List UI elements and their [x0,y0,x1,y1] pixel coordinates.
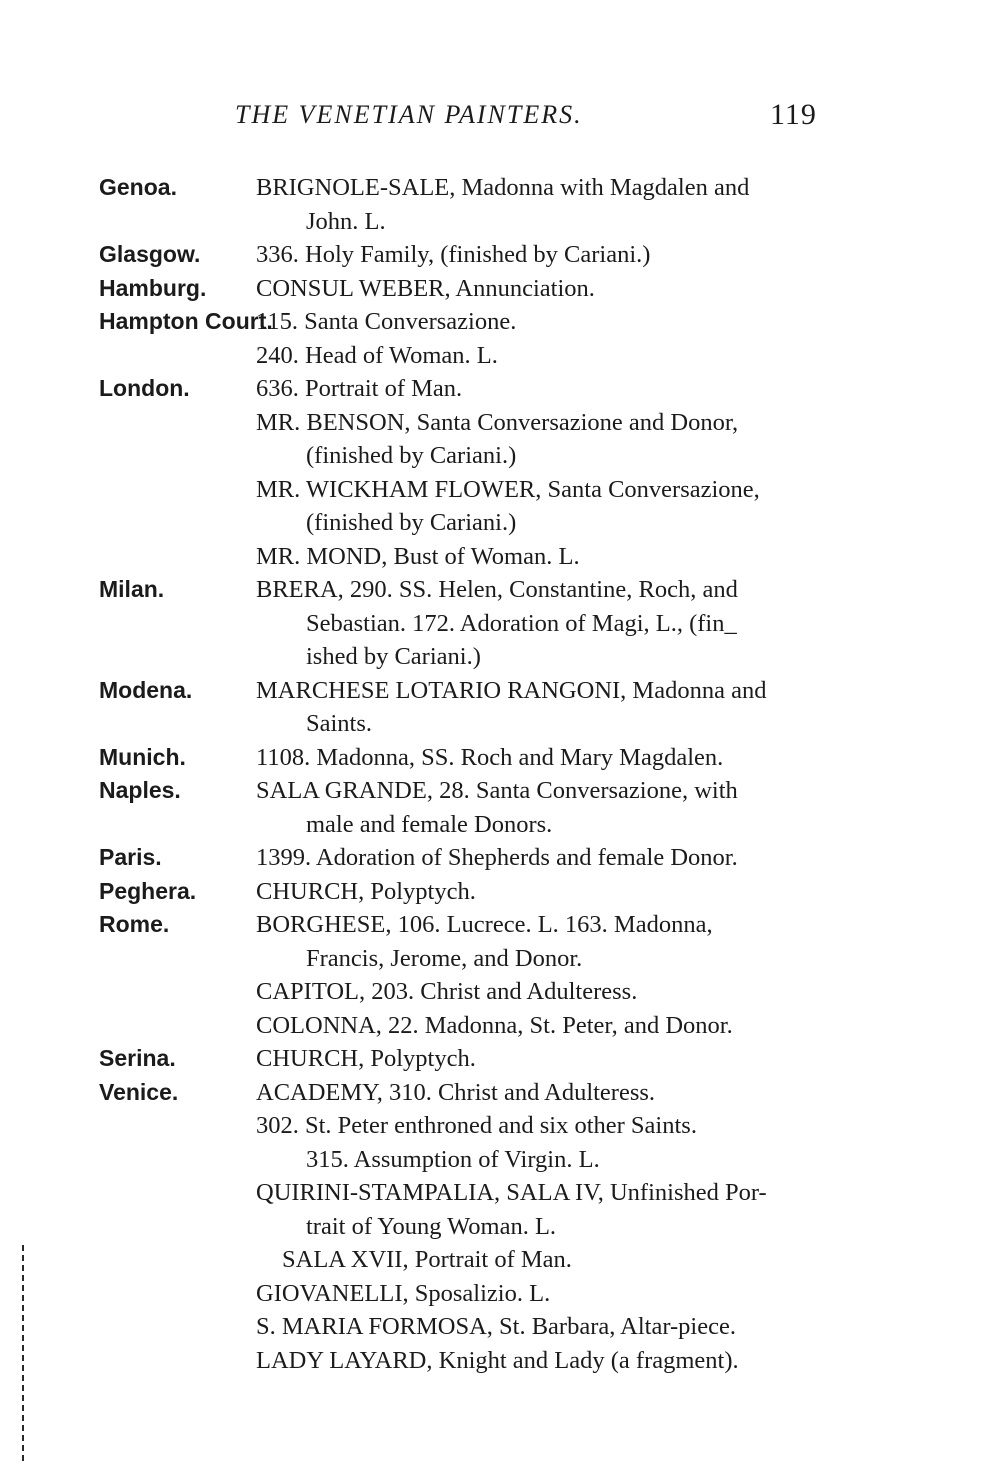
city-heading: Hamburg. [99,274,207,301]
entry-text: (finished by Cariani.) [306,509,517,536]
entry-text: MR. MOND, Bust of Woman. L. [256,542,580,570]
catalogue-line [0,640,1000,674]
entry-text: 115. Santa Conversazione. [256,308,517,335]
city-heading: Munich. [99,743,186,770]
entry-text: Saints. [306,710,373,737]
entry-text: 302. St. Peter enthroned and six other Saints. [256,1112,697,1139]
city-heading: Naples. [99,777,181,803]
entry-text: 1108. Madonna, SS. Roch and Mary Magdalen. [256,743,724,771]
catalogue-line [0,1109,1000,1143]
entry-text: Sebastian. 172. Adoration of Magi, L., (fin_ [306,609,737,637]
city-heading: Genoa. [99,174,177,200]
entry-text: BRERA, 290. SS. Helen, Constantine, Roch, and [256,576,738,603]
catalogue-line [0,573,1000,607]
entry-text: ished by Cariani.) [306,643,481,670]
catalogue-line [0,305,1000,339]
entry-text: CONSUL WEBER, Annunciation. [256,274,595,302]
page-number: 119 [770,98,817,131]
catalogue-line [0,1009,1000,1043]
entry-text: 1399. Adoration of Shepherds and female Donor. [256,844,738,871]
entry-text: S. MARIA FORMOSA, St. Barbara, Altar-piece. [256,1313,736,1340]
city-heading: Milan. [99,576,165,602]
city-heading: Paris. [99,844,162,870]
entry-text: male and female Donors. [306,810,553,838]
city-heading: Venice. [99,1078,179,1105]
catalogue-line [0,406,1000,440]
city-heading: Modena. [99,676,193,703]
catalogue-line [0,908,1000,942]
catalogue-line [0,1344,1000,1378]
entry-text: SALA GRANDE, 28. Santa Conversazione, with [256,777,738,804]
entry-text: 336. Holy Family, (finished by Cariani.) [256,241,651,268]
catalogue-line [0,1176,1000,1210]
entry-text: MARCHESE LOTARIO RANGONI, Madonna and [256,676,767,704]
catalogue-line [0,1210,1000,1244]
running-title: THE VENETIAN PAINTERS. [235,100,583,129]
catalogue-line [0,808,1000,842]
entry-text: John. L. [306,207,386,235]
margin-scan-mark [22,1245,24,1465]
catalogue-line [0,875,1000,909]
catalogue-line [0,272,1000,306]
entry-text: CAPITOL, 203. Christ and Adulteress. [256,978,638,1005]
catalogue-line [0,1310,1000,1344]
entry-text: 315. Assumption of Virgin. L. [306,1145,600,1173]
city-heading: Serina. [99,1045,176,1071]
catalogue-entries [0,171,1000,1377]
entry-text: COLONNA, 22. Madonna, St. Peter, and Donor. [256,1011,733,1039]
entry-text: QUIRINI-STAMPALIA, SALA IV, Unfinished Por- [256,1179,767,1206]
entry-text: CHURCH, Polyptych. [256,877,476,905]
catalogue-line [0,339,1000,373]
catalogue-line [0,1143,1000,1177]
entry-text: (finished by Cariani.) [306,442,517,469]
catalogue-line [0,841,1000,875]
catalogue-line [0,741,1000,775]
catalogue-line [0,205,1000,239]
catalogue-line [0,1042,1000,1076]
entry-text: Francis, Jerome, and Donor. [306,944,583,972]
entry-text: SALA XVII, Portrait of Man. [282,1246,572,1273]
catalogue-line [0,473,1000,507]
catalogue-line [0,439,1000,473]
catalogue-line [0,975,1000,1009]
catalogue-line [0,1243,1000,1277]
entry-text: MR. BENSON, Santa Conversazione and Donor, [256,408,739,436]
catalogue-line [0,707,1000,741]
catalogue-line [0,540,1000,574]
catalogue-line [0,674,1000,708]
catalogue-line [0,238,1000,272]
catalogue-line [0,1076,1000,1110]
catalogue-line [0,774,1000,808]
entry-text: BRIGNOLE-SALE, Madonna with Magdalen and [256,174,750,201]
city-heading: Rome. [99,911,170,937]
city-heading: Glasgow. [99,241,201,267]
catalogue-line [0,607,1000,641]
entry-text: 636. Portrait of Man. [256,375,463,402]
entry-text: 240. Head of Woman. L. [256,341,498,369]
city-heading: Hampton Court. [99,308,273,334]
page-header [0,100,1000,140]
catalogue-line [0,1277,1000,1311]
catalogue-line [0,372,1000,406]
entry-text: CHURCH, Polyptych. [256,1045,476,1072]
entry-text: GIOVANELLI, Sposalizio. L. [256,1279,551,1307]
entry-text: LADY LAYARD, Knight and Lady (a fragment). [256,1346,739,1374]
entry-text: MR. WICKHAM FLOWER, Santa Conversazione, [256,475,760,503]
catalogue-line [0,942,1000,976]
entry-text: BORGHESE, 106. Lucrece. L. 163. Madonna, [256,911,713,938]
catalogue-line [0,506,1000,540]
city-heading: London. [99,375,190,401]
entry-text: trait of Young Woman. L. [306,1212,557,1240]
catalogue-line [0,171,1000,205]
entry-text: ACADEMY, 310. Christ and Adulteress. [256,1078,656,1106]
city-heading: Peghera. [99,877,197,904]
